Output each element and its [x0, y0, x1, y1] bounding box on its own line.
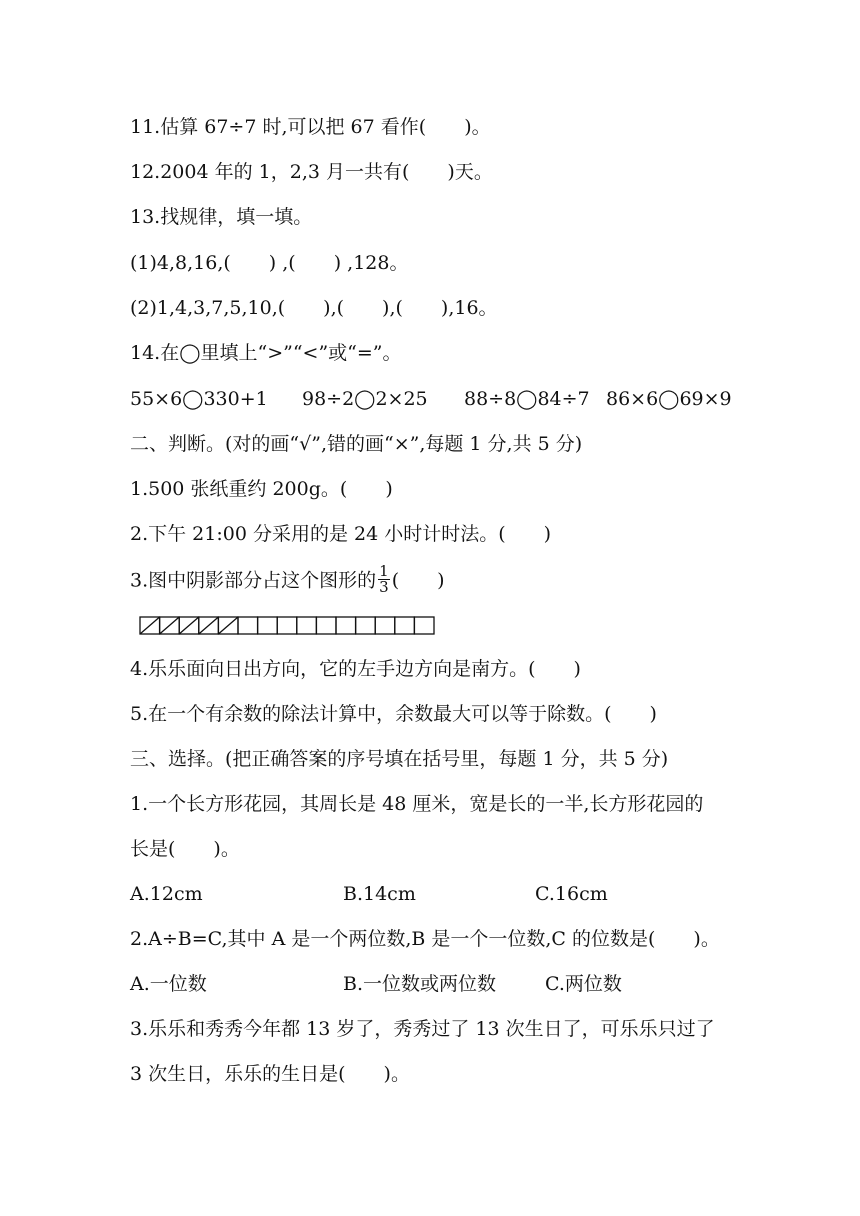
- blank-cell: [395, 617, 415, 634]
- hatch-line: [199, 617, 219, 634]
- shaded-strip-figure: [139, 615, 439, 637]
- compare-item-3: 88÷8◯84÷7: [464, 388, 590, 410]
- question-13-part-2: (2)1,4,3,7,5,10,( ),( ),( ),16。: [130, 297, 498, 319]
- judge-3-text: 3.图中阴影部分占这个图形的: [130, 569, 377, 592]
- blank-cell: [414, 617, 434, 634]
- hatch-line: [160, 617, 180, 634]
- choice-1-option-b: B.14cm: [343, 883, 416, 905]
- fraction: [378, 564, 390, 595]
- blank-cell: [297, 617, 317, 634]
- choice-1-line-1: 1.一个长方形花园，其周长是 48 厘米，宽是长的一半,长方形花园的: [130, 793, 704, 815]
- choice-2-option-b: B.一位数或两位数: [343, 973, 497, 995]
- judge-1: 1.500 张纸重约 200g。( ): [130, 478, 393, 500]
- judge-2: 2.下午 21:00 分采用的是 24 小时计时法。( ): [130, 523, 552, 545]
- question-13: 13.找规律，填一填。: [130, 206, 313, 228]
- question-13-part-1: (1)4,8,16,( ) ,( ) ,128。: [130, 252, 409, 274]
- question-11: 11.估算 67÷7 时,可以把 67 看作( )。: [130, 116, 491, 138]
- choice-2: 2.A÷B=C,其中 A 是一个两位数,B 是一个一位数,C 的位数是( )。: [130, 928, 720, 950]
- question-12: 12.2004 年的 1，2,3 月一共有( )天。: [130, 161, 493, 183]
- judge-3: [130, 562, 445, 597]
- blank-cell: [356, 617, 376, 634]
- blank-cell: [336, 617, 356, 634]
- fraction-numerator: 1: [379, 562, 389, 580]
- fraction-denominator: 3: [379, 578, 389, 596]
- hatch-line: [179, 617, 199, 634]
- hatch-line: [218, 617, 238, 634]
- choice-1-line-2: 长是( )。: [130, 838, 240, 860]
- judge-3-blank: ( ): [391, 569, 445, 592]
- blank-cell: [258, 617, 278, 634]
- section-2-heading: 二、判断。(对的画“√”,错的画“×”,每题 1 分,共 5 分): [130, 433, 583, 455]
- question-14: 14.在◯里填上“>”“<”或“=”。: [130, 342, 402, 364]
- choice-1-option-c: C.16cm: [535, 883, 608, 905]
- blank-cell: [277, 617, 297, 634]
- choice-3-line-2: 3 次生日，乐乐的生日是( )。: [130, 1063, 410, 1085]
- blank-cell: [316, 617, 336, 634]
- choice-2-option-a: A.一位数: [130, 973, 207, 995]
- choice-2-option-c: C.两位数: [545, 973, 622, 995]
- choice-3-line-1: 3.乐乐和秀秀今年都 13 岁了，秀秀过了 13 次生日了，可乐乐只过了: [130, 1018, 715, 1040]
- choice-1-option-a: A.12cm: [130, 883, 203, 905]
- judge-4: 4.乐乐面向日出方向，它的左手边方向是南方。( ): [130, 658, 581, 680]
- judge-5: 5.在一个有余数的除法计算中，余数最大可以等于除数。( ): [130, 703, 657, 725]
- hatch-line: [140, 617, 160, 634]
- blank-cell: [238, 617, 258, 634]
- blank-cell: [375, 617, 395, 634]
- compare-item-4: 86×6◯69×9: [606, 388, 732, 410]
- compare-item-1: 55×6◯330+1: [130, 388, 268, 410]
- compare-item-2: 98÷2◯2×25: [302, 388, 428, 410]
- section-3-heading: 三、选择。(把正确答案的序号填在括号里，每题 1 分，共 5 分): [130, 748, 669, 770]
